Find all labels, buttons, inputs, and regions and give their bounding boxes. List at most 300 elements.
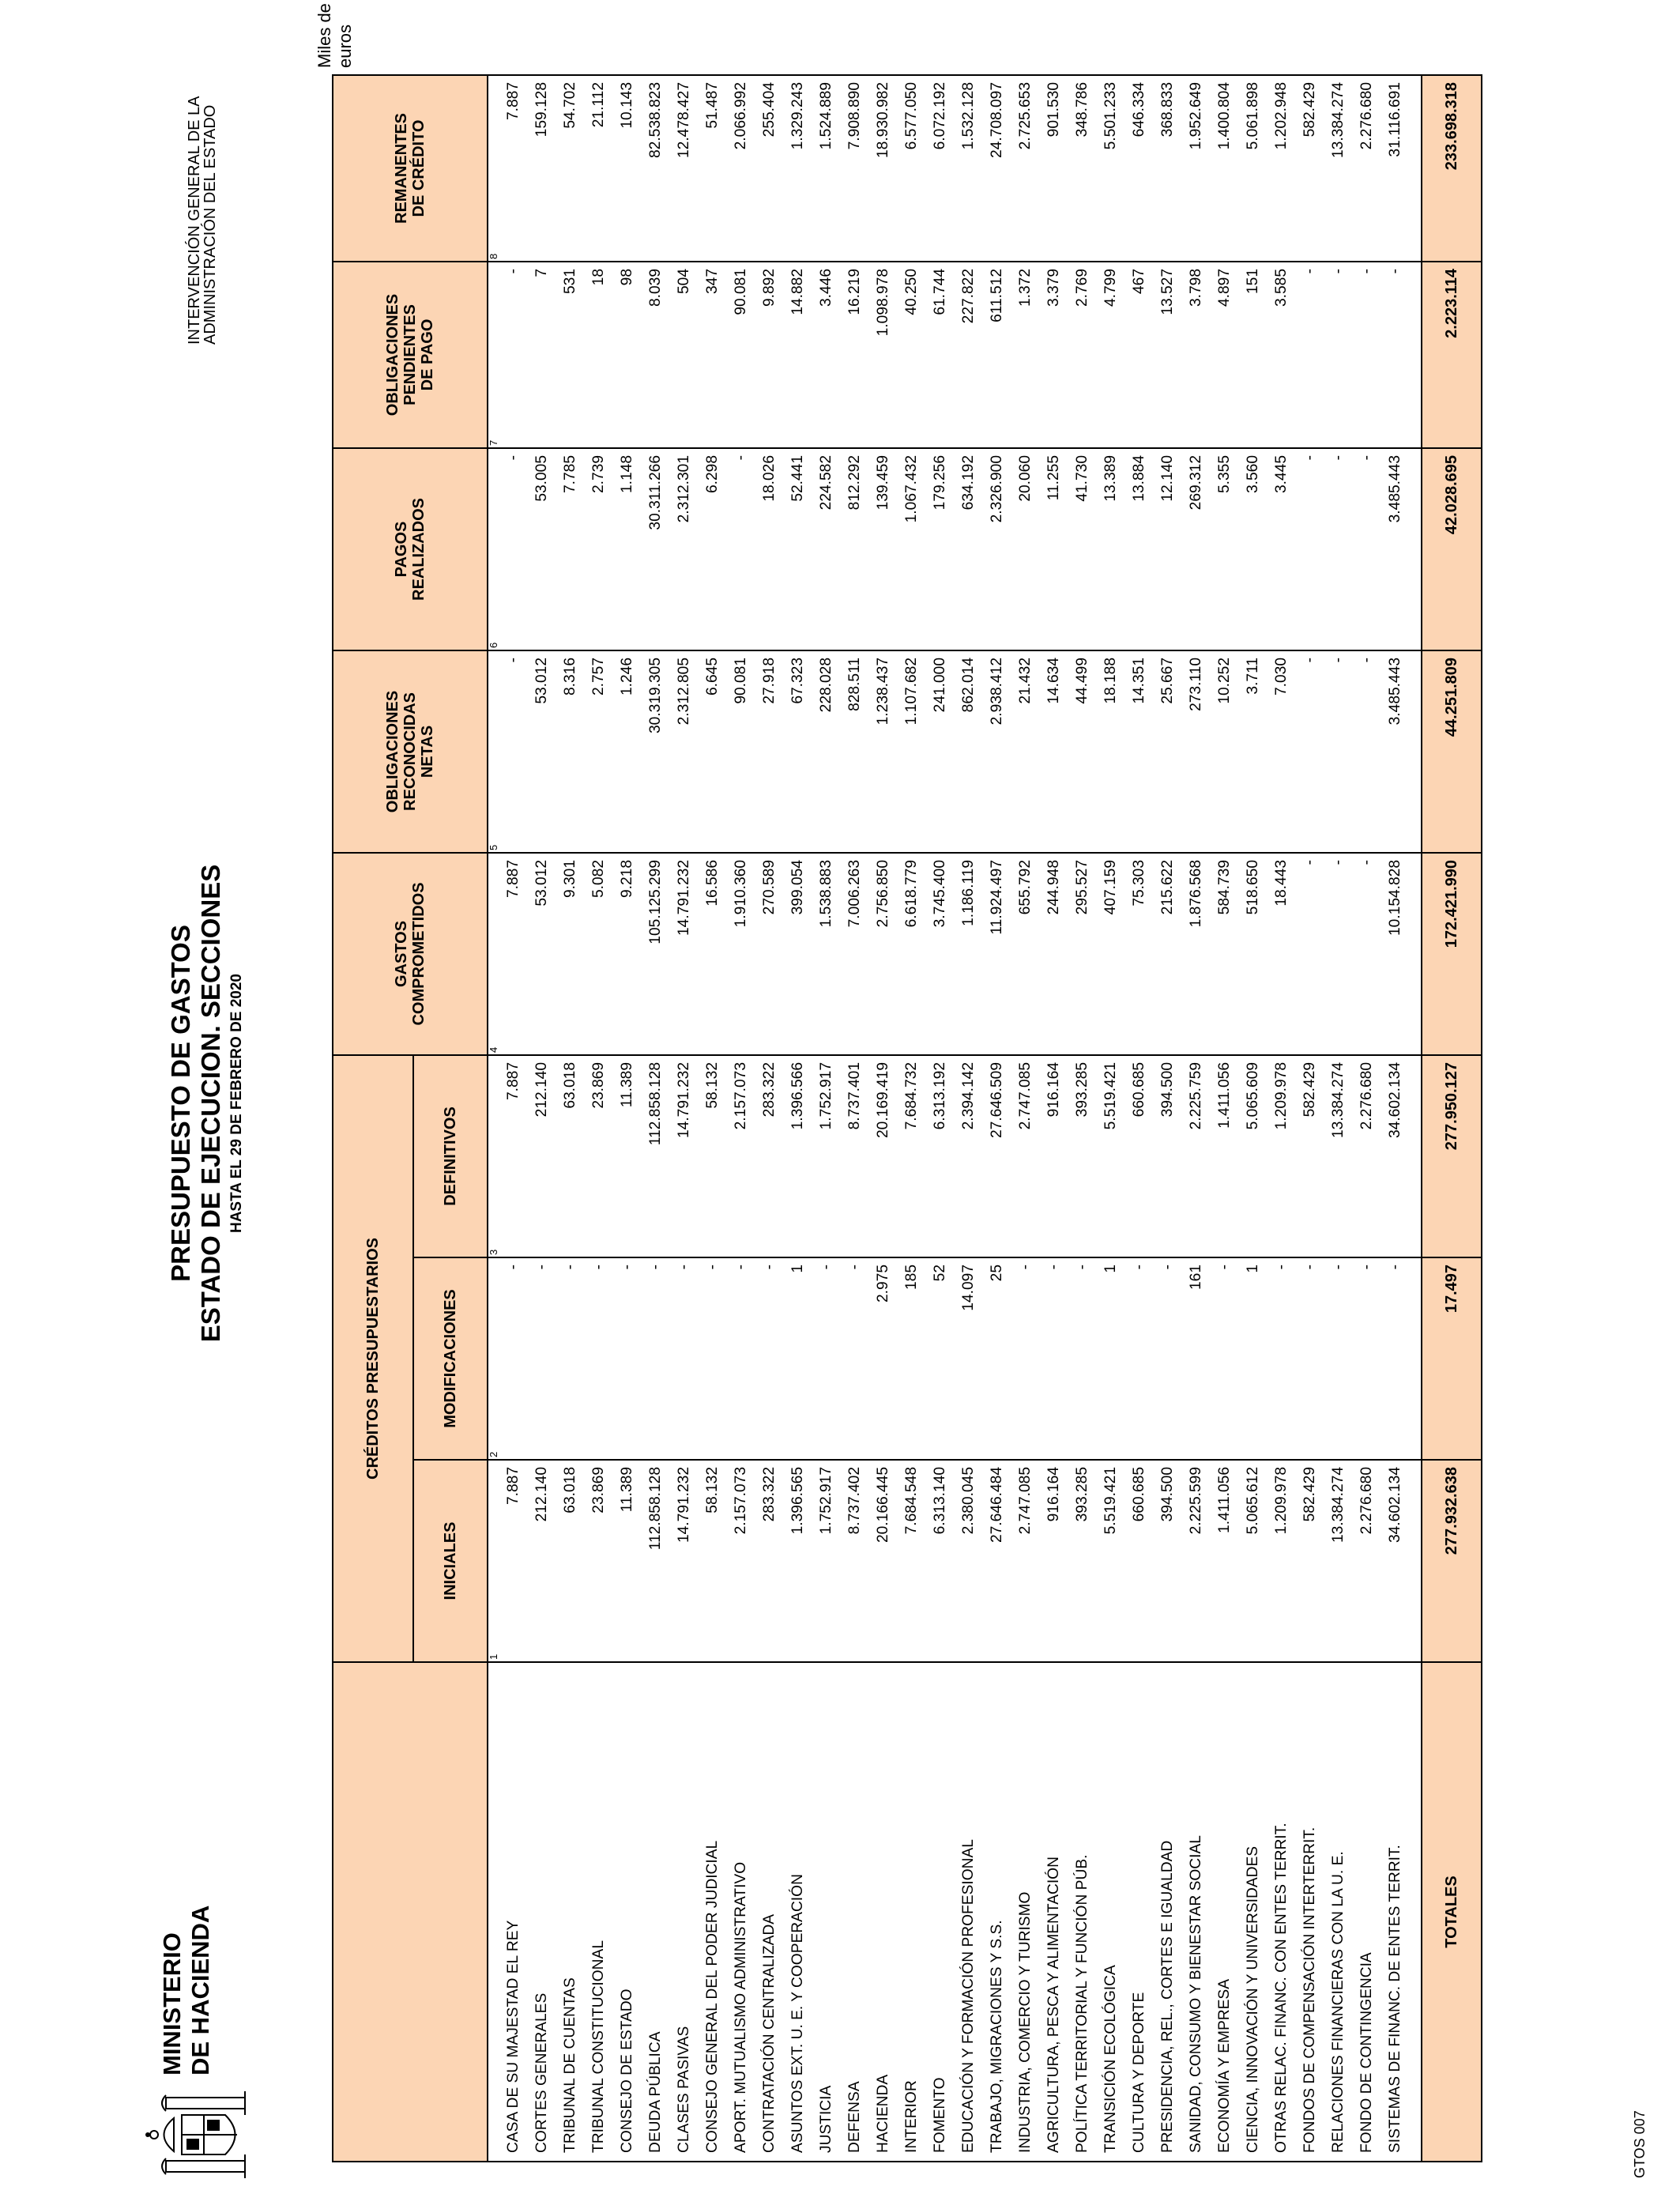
cell-obligaciones-pendientes: 98 bbox=[613, 262, 642, 448]
totals-gastos-comprometidos: 172.421.990 bbox=[1422, 853, 1482, 1055]
cell-remanentes: 901.530 bbox=[1040, 75, 1068, 262]
cell-creditos-iniciales: 20.166.445 bbox=[869, 1460, 898, 1662]
cell-creditos-definitivos: 2.394.142 bbox=[955, 1055, 983, 1257]
cell-pagos-realizados: 5.355 bbox=[1211, 448, 1239, 650]
cell-modificaciones: 14.097 bbox=[955, 1257, 983, 1460]
cell-obligaciones-reconocidas: 30.319.305 bbox=[642, 650, 670, 853]
units-label: Miles de euros bbox=[315, 3, 355, 68]
cell-gastos-comprometidos: 244.948 bbox=[1040, 853, 1068, 1055]
cell-remanentes: 7.908.890 bbox=[841, 75, 869, 262]
cell-obligaciones-pendientes: 467 bbox=[1125, 262, 1154, 448]
table-row bbox=[784, 75, 812, 2162]
table-row bbox=[926, 75, 955, 2162]
cell-obligaciones-reconocidas: 90.081 bbox=[727, 650, 755, 853]
cell-creditos-iniciales: 212.140 bbox=[528, 1460, 556, 1662]
section-name: CULTURA Y DEPORTE bbox=[1125, 1662, 1154, 2162]
cell-obligaciones-pendientes: 2.769 bbox=[1068, 262, 1097, 448]
cell-gastos-comprometidos: 105.125.299 bbox=[642, 853, 670, 1055]
cell-remanentes: 2.276.680 bbox=[1353, 75, 1381, 262]
cell-modificaciones: - bbox=[1211, 1257, 1239, 1460]
header-orn-line3: NETAS bbox=[419, 725, 436, 778]
column-number: 7 bbox=[488, 262, 499, 448]
cell-pagos-realizados: 7.785 bbox=[556, 448, 585, 650]
ministry-line2: DE HACIENDA bbox=[186, 1905, 214, 2075]
cell-obligaciones-reconocidas: 21.432 bbox=[1011, 650, 1040, 853]
column-number: 2 bbox=[488, 1257, 499, 1460]
cell-obligaciones-pendientes: 13.527 bbox=[1154, 262, 1182, 448]
cell-remanentes: 51.487 bbox=[699, 75, 727, 262]
cell-creditos-definitivos: 1.411.056 bbox=[1211, 1055, 1239, 1257]
header-rem-line2: DE CRÉDITO bbox=[410, 119, 428, 217]
section-name: RELACIONES FINANCIERAS CON LA U. E. bbox=[1324, 1662, 1353, 2162]
column-number-row bbox=[488, 75, 499, 2162]
cell-creditos-iniciales: 34.602.134 bbox=[1381, 1460, 1410, 1662]
cell-gastos-comprometidos: 10.154.828 bbox=[1381, 853, 1410, 1055]
table-row bbox=[1296, 75, 1324, 2162]
spacer-cell bbox=[1410, 448, 1422, 650]
section-name: CORTES GENERALES bbox=[528, 1662, 556, 2162]
cell-remanentes: 1.952.649 bbox=[1182, 75, 1211, 262]
header-pagos-line1: PAGOS bbox=[393, 521, 410, 578]
cell-pagos-realizados: 634.192 bbox=[955, 448, 983, 650]
cell-gastos-comprometidos: 3.745.400 bbox=[926, 853, 955, 1055]
cell-creditos-definitivos: 5.519.421 bbox=[1097, 1055, 1125, 1257]
header-remanentes bbox=[333, 75, 488, 262]
cell-creditos-iniciales: 2.276.680 bbox=[1353, 1460, 1381, 1662]
cell-creditos-definitivos: 11.389 bbox=[613, 1055, 642, 1257]
cell-obligaciones-pendientes: 14.882 bbox=[784, 262, 812, 448]
cell-modificaciones: - bbox=[1353, 1257, 1381, 1460]
cell-obligaciones-reconocidas: 53.012 bbox=[528, 650, 556, 853]
cell-modificaciones: 185 bbox=[898, 1257, 926, 1460]
cell-obligaciones-pendientes: 504 bbox=[670, 262, 699, 448]
cell-remanentes: 12.478.427 bbox=[670, 75, 699, 262]
cell-creditos-definitivos: 13.384.274 bbox=[1324, 1055, 1353, 1257]
cell-creditos-definitivos: 393.285 bbox=[1068, 1055, 1097, 1257]
cell-remanentes: 255.404 bbox=[755, 75, 784, 262]
cell-modificaciones: - bbox=[585, 1257, 613, 1460]
cell-remanentes: 21.112 bbox=[585, 75, 613, 262]
spacer-cell bbox=[1410, 1460, 1422, 1662]
cell-modificaciones: - bbox=[642, 1257, 670, 1460]
table-row bbox=[869, 75, 898, 2162]
header-gastos-comprometidos bbox=[333, 853, 488, 1055]
report-title-block bbox=[166, 748, 247, 1459]
section-name: DEUDA PÚBLICA bbox=[642, 1662, 670, 2162]
header-pagos-realizados bbox=[333, 448, 488, 650]
cell-creditos-definitivos: 660.685 bbox=[1125, 1055, 1154, 1257]
cell-pagos-realizados: 1.148 bbox=[613, 448, 642, 650]
cell-obligaciones-reconocidas: 2.312.805 bbox=[670, 650, 699, 853]
cell-creditos-definitivos: 6.313.192 bbox=[926, 1055, 955, 1257]
cell-gastos-comprometidos: 75.303 bbox=[1125, 853, 1154, 1055]
cell-creditos-iniciales: 2.747.085 bbox=[1011, 1460, 1040, 1662]
section-name: INTERIOR bbox=[898, 1662, 926, 2162]
column-number: 1 bbox=[488, 1460, 499, 1662]
cell-obligaciones-reconocidas: - bbox=[499, 650, 528, 853]
section-name: CONSEJO GENERAL DEL PODER JUDICIAL bbox=[699, 1662, 727, 2162]
cell-creditos-definitivos: 1.752.917 bbox=[812, 1055, 841, 1257]
cell-obligaciones-reconocidas: 1.107.682 bbox=[898, 650, 926, 853]
header-rem-line1: REMANENTES bbox=[393, 112, 410, 224]
cell-obligaciones-pendientes: - bbox=[499, 262, 528, 448]
cell-remanentes: 159.128 bbox=[528, 75, 556, 262]
header-obligaciones-reconocidas bbox=[333, 650, 488, 853]
cell-obligaciones-pendientes: 4.799 bbox=[1097, 262, 1125, 448]
table-row bbox=[499, 75, 528, 2162]
cell-gastos-comprometidos: 5.082 bbox=[585, 853, 613, 1055]
cell-remanentes: 82.538.823 bbox=[642, 75, 670, 262]
cell-obligaciones-pendientes: 347 bbox=[699, 262, 727, 448]
cell-creditos-definitivos: 7.684.732 bbox=[898, 1055, 926, 1257]
cell-creditos-definitivos: 27.646.509 bbox=[983, 1055, 1011, 1257]
totals-definitivos: 277.950.127 bbox=[1422, 1055, 1482, 1257]
cell-obligaciones-pendientes: 7 bbox=[528, 262, 556, 448]
table-bottom-spacer bbox=[1410, 75, 1422, 2162]
table-row bbox=[1011, 75, 1040, 2162]
table-row bbox=[1097, 75, 1125, 2162]
cell-remanentes: 18.930.982 bbox=[869, 75, 898, 262]
issuer-line1: INTERVENCIÓN GENERAL DE LA bbox=[186, 96, 203, 345]
cell-remanentes: 1.532.128 bbox=[955, 75, 983, 262]
cell-gastos-comprometidos: 7.006.263 bbox=[841, 853, 869, 1055]
spacer-cell bbox=[1410, 262, 1422, 448]
section-name: ECONOMÍA Y EMPRESA bbox=[1211, 1662, 1239, 2162]
cell-obligaciones-reconocidas: 14.634 bbox=[1040, 650, 1068, 853]
cell-gastos-comprometidos: 215.622 bbox=[1154, 853, 1182, 1055]
cell-gastos-comprometidos: 399.054 bbox=[784, 853, 812, 1055]
cell-remanentes: 6.577.050 bbox=[898, 75, 926, 262]
table-row bbox=[841, 75, 869, 2162]
header-gastos-line2: COMPROMETIDOS bbox=[410, 882, 428, 1026]
cell-creditos-definitivos: 8.737.401 bbox=[841, 1055, 869, 1257]
cell-gastos-comprometidos: - bbox=[1324, 853, 1353, 1055]
cell-creditos-iniciales: 2.380.045 bbox=[955, 1460, 983, 1662]
cell-creditos-iniciales: 27.646.484 bbox=[983, 1460, 1011, 1662]
table-row bbox=[1268, 75, 1296, 2162]
cell-obligaciones-pendientes: - bbox=[1353, 262, 1381, 448]
cell-creditos-iniciales: 393.285 bbox=[1068, 1460, 1097, 1662]
cell-pagos-realizados: 13.389 bbox=[1097, 448, 1125, 650]
totals-obligaciones-pendientes: 2.223.114 bbox=[1422, 262, 1482, 448]
cell-remanentes: 646.334 bbox=[1125, 75, 1154, 262]
totals-remanentes: 233.698.318 bbox=[1422, 75, 1482, 262]
cell-obligaciones-reconocidas: 1.238.437 bbox=[869, 650, 898, 853]
section-name: POLÍTICA TERRITORIAL Y FUNCIÓN PÚB. bbox=[1068, 1662, 1097, 2162]
cell-modificaciones: - bbox=[1011, 1257, 1040, 1460]
cell-pagos-realizados: 2.326.900 bbox=[983, 448, 1011, 650]
cell-obligaciones-pendientes: 3.446 bbox=[812, 262, 841, 448]
cell-obligaciones-reconocidas: 25.667 bbox=[1154, 650, 1182, 853]
cell-pagos-realizados: 269.312 bbox=[1182, 448, 1211, 650]
section-name: FOMENTO bbox=[926, 1662, 955, 2162]
table-row bbox=[1353, 75, 1381, 2162]
cell-pagos-realizados: - bbox=[499, 448, 528, 650]
cell-obligaciones-reconocidas: 6.645 bbox=[699, 650, 727, 853]
cell-pagos-realizados: 224.582 bbox=[812, 448, 841, 650]
cell-creditos-iniciales: 582.429 bbox=[1296, 1460, 1324, 1662]
table-row bbox=[1239, 75, 1268, 2162]
cell-obligaciones-reconocidas: 2.938.412 bbox=[983, 650, 1011, 853]
cell-creditos-definitivos: 20.169.419 bbox=[869, 1055, 898, 1257]
cell-modificaciones: - bbox=[1154, 1257, 1182, 1460]
section-name: APORT. MUTUALISMO ADMINISTRATIVO bbox=[727, 1662, 755, 2162]
cell-obligaciones-reconocidas: - bbox=[1296, 650, 1324, 853]
cell-modificaciones: - bbox=[670, 1257, 699, 1460]
cell-creditos-definitivos: 582.429 bbox=[1296, 1055, 1324, 1257]
cell-modificaciones: 1 bbox=[1239, 1257, 1268, 1460]
cell-gastos-comprometidos: 6.618.779 bbox=[898, 853, 926, 1055]
table-row bbox=[1381, 75, 1410, 2162]
cell-gastos-comprometidos: 584.739 bbox=[1211, 853, 1239, 1055]
cell-pagos-realizados: - bbox=[727, 448, 755, 650]
cell-creditos-definitivos: 63.018 bbox=[556, 1055, 585, 1257]
cell-gastos-comprometidos: 9.218 bbox=[613, 853, 642, 1055]
table-row bbox=[1211, 75, 1239, 2162]
section-name: EDUCACIÓN Y FORMACIÓN PROFESIONAL bbox=[955, 1662, 983, 2162]
cell-creditos-iniciales: 1.396.565 bbox=[784, 1460, 812, 1662]
cell-obligaciones-reconocidas: 7.030 bbox=[1268, 650, 1296, 853]
cell-pagos-realizados: 2.312.301 bbox=[670, 448, 699, 650]
column-number-blank bbox=[488, 1662, 499, 2162]
section-name: AGRICULTURA, PESCA Y ALIMENTACIÓN bbox=[1040, 1662, 1068, 2162]
header-creditos: CRÉDITOS PRESUPUESTARIOS bbox=[333, 1055, 413, 1662]
cell-remanentes: 1.202.948 bbox=[1268, 75, 1296, 262]
table-row bbox=[699, 75, 727, 2162]
cell-pagos-realizados: 30.311.266 bbox=[642, 448, 670, 650]
cell-pagos-realizados: - bbox=[1353, 448, 1381, 650]
cell-creditos-iniciales: 1.209.978 bbox=[1268, 1460, 1296, 1662]
cell-remanentes: 6.072.192 bbox=[926, 75, 955, 262]
cell-creditos-iniciales: 13.384.274 bbox=[1324, 1460, 1353, 1662]
cell-obligaciones-pendientes: 1.098.978 bbox=[869, 262, 898, 448]
section-name: JUSTICIA bbox=[812, 1662, 841, 2162]
section-name: SANIDAD, CONSUMO Y BIENESTAR SOCIAL bbox=[1182, 1662, 1211, 2162]
cell-creditos-iniciales: 5.519.421 bbox=[1097, 1460, 1125, 1662]
cell-obligaciones-pendientes: 3.798 bbox=[1182, 262, 1211, 448]
cell-obligaciones-reconocidas: - bbox=[1324, 650, 1353, 853]
cell-creditos-definitivos: 394.500 bbox=[1154, 1055, 1182, 1257]
cell-remanentes: 31.116.691 bbox=[1381, 75, 1410, 262]
table-row bbox=[955, 75, 983, 2162]
header-modificaciones: MODIFICACIONES bbox=[413, 1257, 488, 1460]
cell-modificaciones: - bbox=[755, 1257, 784, 1460]
spain-coat-of-arms-icon bbox=[134, 2091, 269, 2178]
cell-pagos-realizados: 812.292 bbox=[841, 448, 869, 650]
section-name: CIENCIA, INNOVACIÓN Y UNIVERSIDADES bbox=[1239, 1662, 1268, 2162]
cell-modificaciones: - bbox=[1125, 1257, 1154, 1460]
table-row bbox=[1040, 75, 1068, 2162]
cell-obligaciones-pendientes: - bbox=[1381, 262, 1410, 448]
spacer-cell bbox=[1410, 1257, 1422, 1460]
cell-remanentes: 2.725.653 bbox=[1011, 75, 1040, 262]
cell-gastos-comprometidos: 9.301 bbox=[556, 853, 585, 1055]
cell-creditos-definitivos: 112.858.128 bbox=[642, 1055, 670, 1257]
totals-row bbox=[1422, 75, 1482, 2162]
cell-obligaciones-reconocidas: 273.110 bbox=[1182, 650, 1211, 853]
header-gastos-line1: GASTOS bbox=[393, 920, 410, 988]
spacer-cell bbox=[1410, 650, 1422, 853]
cell-creditos-iniciales: 14.791.232 bbox=[670, 1460, 699, 1662]
cell-obligaciones-pendientes: 40.250 bbox=[898, 262, 926, 448]
column-number: 3 bbox=[488, 1055, 499, 1257]
cell-gastos-comprometidos: 16.586 bbox=[699, 853, 727, 1055]
cell-obligaciones-reconocidas: 828.511 bbox=[841, 650, 869, 853]
column-number: 4 bbox=[488, 853, 499, 1055]
cell-obligaciones-pendientes: 8.039 bbox=[642, 262, 670, 448]
section-name: PRESIDENCIA, REL., CORTES E IGUALDAD bbox=[1154, 1662, 1182, 2162]
cell-obligaciones-pendientes: 9.892 bbox=[755, 262, 784, 448]
cell-remanentes: 368.833 bbox=[1154, 75, 1182, 262]
cell-creditos-iniciales: 2.157.073 bbox=[727, 1460, 755, 1662]
table-row bbox=[812, 75, 841, 2162]
cell-creditos-iniciales: 23.869 bbox=[585, 1460, 613, 1662]
cell-modificaciones: - bbox=[841, 1257, 869, 1460]
cell-obligaciones-pendientes: 18 bbox=[585, 262, 613, 448]
totals-modificaciones: 17.497 bbox=[1422, 1257, 1482, 1460]
cell-modificaciones: - bbox=[613, 1257, 642, 1460]
cell-modificaciones: - bbox=[1296, 1257, 1324, 1460]
cell-gastos-comprometidos: - bbox=[1353, 853, 1381, 1055]
header-section-blank bbox=[333, 1662, 488, 2162]
cell-creditos-definitivos: 5.065.609 bbox=[1239, 1055, 1268, 1257]
cell-creditos-definitivos: 7.887 bbox=[499, 1055, 528, 1257]
cell-pagos-realizados: 3.445 bbox=[1268, 448, 1296, 650]
cell-obligaciones-reconocidas: 2.757 bbox=[585, 650, 613, 853]
cell-obligaciones-pendientes: 3.379 bbox=[1040, 262, 1068, 448]
cell-obligaciones-pendientes: 3.585 bbox=[1268, 262, 1296, 448]
cell-pagos-realizados: 139.459 bbox=[869, 448, 898, 650]
section-name: FONDO DE CONTINGENCIA bbox=[1353, 1662, 1381, 2162]
cell-remanentes: 5.061.898 bbox=[1239, 75, 1268, 262]
cell-gastos-comprometidos: 1.910.360 bbox=[727, 853, 755, 1055]
section-name: OTRAS RELAC. FINANC. CON ENTES TERRIT. bbox=[1268, 1662, 1296, 2162]
cell-remanentes: 1.400.804 bbox=[1211, 75, 1239, 262]
cell-obligaciones-pendientes: 1.372 bbox=[1011, 262, 1040, 448]
cell-creditos-iniciales: 1.752.917 bbox=[812, 1460, 841, 1662]
cell-remanentes: 582.429 bbox=[1296, 75, 1324, 262]
section-name: TRIBUNAL CONSTITUCIONAL bbox=[585, 1662, 613, 2162]
section-name: CONTRATACIÓN CENTRALIZADA bbox=[755, 1662, 784, 2162]
section-name: CASA DE SU MAJESTAD EL REY bbox=[499, 1662, 528, 2162]
spacer-cell bbox=[1410, 75, 1422, 262]
cell-modificaciones: - bbox=[528, 1257, 556, 1460]
cell-obligaciones-reconocidas: 8.316 bbox=[556, 650, 585, 853]
cell-creditos-iniciales: 7.684.548 bbox=[898, 1460, 926, 1662]
cell-obligaciones-pendientes: 151 bbox=[1239, 262, 1268, 448]
cell-remanentes: 2.066.992 bbox=[727, 75, 755, 262]
issuer-block bbox=[186, 0, 218, 345]
cell-creditos-iniciales: 58.132 bbox=[699, 1460, 727, 1662]
table-body bbox=[488, 75, 1422, 2162]
cell-obligaciones-reconocidas: 1.246 bbox=[613, 650, 642, 853]
cell-remanentes: 54.702 bbox=[556, 75, 585, 262]
cell-modificaciones: - bbox=[812, 1257, 841, 1460]
totals-pagos-realizados: 42.028.695 bbox=[1422, 448, 1482, 650]
table-row bbox=[1125, 75, 1154, 2162]
table-row bbox=[1068, 75, 1097, 2162]
section-name: HACIENDA bbox=[869, 1662, 898, 2162]
header-orn-line2: RECONOCIDAS bbox=[401, 692, 419, 811]
table-row bbox=[755, 75, 784, 2162]
cell-gastos-comprometidos: 14.791.232 bbox=[670, 853, 699, 1055]
cell-creditos-definitivos: 14.791.232 bbox=[670, 1055, 699, 1257]
cell-obligaciones-pendientes: - bbox=[1324, 262, 1353, 448]
table-row bbox=[898, 75, 926, 2162]
cell-obligaciones-reconocidas: 3.485.443 bbox=[1381, 650, 1410, 853]
cell-modificaciones: - bbox=[727, 1257, 755, 1460]
cell-obligaciones-reconocidas: 18.188 bbox=[1097, 650, 1125, 853]
section-name: FONDOS DE COMPENSACIÓN INTERTERRIT. bbox=[1296, 1662, 1324, 2162]
cell-creditos-iniciales: 660.685 bbox=[1125, 1460, 1154, 1662]
cell-creditos-definitivos: 1.209.978 bbox=[1268, 1055, 1296, 1257]
cell-creditos-definitivos: 916.164 bbox=[1040, 1055, 1068, 1257]
cell-gastos-comprometidos: 7.887 bbox=[499, 853, 528, 1055]
cell-creditos-definitivos: 1.396.566 bbox=[784, 1055, 812, 1257]
cell-creditos-definitivos: 34.602.134 bbox=[1381, 1055, 1410, 1257]
report-date: HASTA EL 29 DE FEBRERO DE 2020 bbox=[228, 973, 245, 1234]
cell-modificaciones: - bbox=[1268, 1257, 1296, 1460]
section-name: TRIBUNAL DE CUENTAS bbox=[556, 1662, 585, 2162]
cell-modificaciones: 52 bbox=[926, 1257, 955, 1460]
cell-pagos-realizados: 11.255 bbox=[1040, 448, 1068, 650]
cell-creditos-definitivos: 58.132 bbox=[699, 1055, 727, 1257]
cell-remanentes: 7.887 bbox=[499, 75, 528, 262]
header-orn-line1: OBLIGACIONES bbox=[384, 690, 401, 813]
cell-gastos-comprometidos: 407.159 bbox=[1097, 853, 1125, 1055]
cell-obligaciones-pendientes: 16.219 bbox=[841, 262, 869, 448]
cell-remanentes: 1.524.889 bbox=[812, 75, 841, 262]
cell-obligaciones-reconocidas: 27.918 bbox=[755, 650, 784, 853]
cell-creditos-iniciales: 7.887 bbox=[499, 1460, 528, 1662]
cell-creditos-definitivos: 283.322 bbox=[755, 1055, 784, 1257]
cell-remanentes: 5.501.233 bbox=[1097, 75, 1125, 262]
section-name: CLASES PASIVAS bbox=[670, 1662, 699, 2162]
section-name: SISTEMAS DE FINANC. DE ENTES TERRIT. bbox=[1381, 1662, 1410, 2162]
cell-gastos-comprometidos: 2.756.850 bbox=[869, 853, 898, 1055]
totals-label: TOTALES bbox=[1422, 1662, 1482, 2162]
cell-gastos-comprometidos: 1.538.883 bbox=[812, 853, 841, 1055]
cell-creditos-iniciales: 394.500 bbox=[1154, 1460, 1182, 1662]
cell-creditos-definitivos: 2.747.085 bbox=[1011, 1055, 1040, 1257]
cell-pagos-realizados: 20.060 bbox=[1011, 448, 1040, 650]
header-opp-line1: OBLIGACIONES bbox=[384, 293, 401, 417]
section-name: TRABAJO, MIGRACIONES Y S.S. bbox=[983, 1662, 1011, 2162]
header-definitivos: DEFINITIVOS bbox=[413, 1055, 488, 1257]
column-number: 8 bbox=[488, 75, 499, 262]
cell-gastos-comprometidos: 518.650 bbox=[1239, 853, 1268, 1055]
cell-modificaciones: 2.975 bbox=[869, 1257, 898, 1460]
section-name: TRANSICIÓN ECOLÓGICA bbox=[1097, 1662, 1125, 2162]
cell-obligaciones-reconocidas: 44.499 bbox=[1068, 650, 1097, 853]
cell-gastos-comprometidos: - bbox=[1296, 853, 1324, 1055]
cell-remanentes: 10.143 bbox=[613, 75, 642, 262]
cell-gastos-comprometidos: 1.186.119 bbox=[955, 853, 983, 1055]
table-row bbox=[1154, 75, 1182, 2162]
cell-obligaciones-pendientes: 227.822 bbox=[955, 262, 983, 448]
cell-creditos-iniciales: 283.322 bbox=[755, 1460, 784, 1662]
cell-obligaciones-pendientes: 61.744 bbox=[926, 262, 955, 448]
totals-obligaciones-reconocidas: 44.251.809 bbox=[1422, 650, 1482, 853]
ministry-line1: MINISTERIO bbox=[158, 1932, 186, 2075]
cell-obligaciones-reconocidas: 10.252 bbox=[1211, 650, 1239, 853]
cell-gastos-comprometidos: 1.876.568 bbox=[1182, 853, 1211, 1055]
spacer-cell bbox=[1410, 1662, 1422, 2162]
cell-remanentes: 348.786 bbox=[1068, 75, 1097, 262]
cell-creditos-definitivos: 2.225.759 bbox=[1182, 1055, 1211, 1257]
table-row bbox=[613, 75, 642, 2162]
cell-pagos-realizados: 2.739 bbox=[585, 448, 613, 650]
